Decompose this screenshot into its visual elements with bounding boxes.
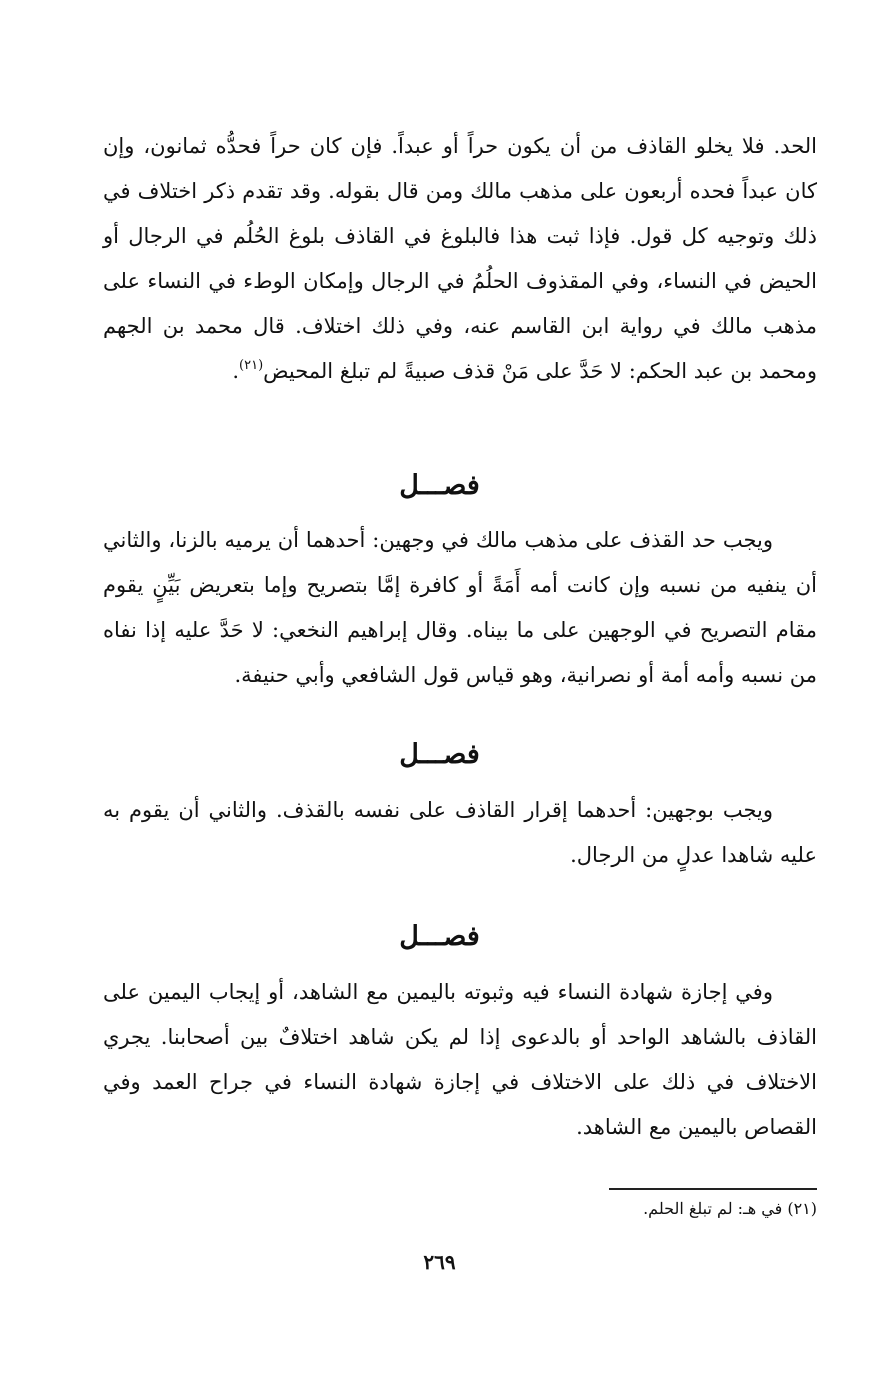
paragraph-continuation bbox=[103, 124, 817, 394]
section-heading-1: فصـــل bbox=[399, 470, 480, 501]
paragraph-text: الحد. فلا يخلو القاذف من أن يكون حراً أو عبداً. فإن كان حراً فحدُّه ثمانون، وإن كان عبداً فحده أربعون على مذهب مالك ومن قال بقوله. وقد تقدم ذكر اختلاف في ذلك وتوجيه كل قول. فإذا ثبت هذا فالبلوغ في القاذف بلوغ الحُلُم في الرجال أو الحيض في النساء، وفي المقذوف الحلُمُ في الرجال وإمكان الوطء في النساء على مذهب مالك في رواية ابن القاسم عنه، وفي ذلك اختلاف. قال محمد بن الجهم ومحمد بن عبد الحكم: لا حَدَّ على مَنْ قذف صبيةً لم تبلغ المحيض bbox=[103, 134, 817, 383]
paragraph-text: ويجب بوجهين: أحدهما إقرار القاذف على نفسه بالقذف. والثاني أن يقوم به عليه شاهدا عدلٍ من الرجال. bbox=[103, 798, 817, 867]
section-heading-2: فصـــل bbox=[399, 739, 480, 770]
paragraph-qadhf-conditions bbox=[103, 518, 817, 698]
paragraph-end: . bbox=[232, 359, 240, 383]
paragraph-text: ويجب حد القذف على مذهب مالك في وجهين: أحدهما أن يرميه بالزنا، والثاني أن ينفيه من نسبه وإن كانت أمه أَمَةً أو كافرة إمَّا بتصريح وإما بتعريض بَيِّنٍ يقوم مقام التصريح في الوجهين على ما بيناه. وقال إبراهيم النخعي: لا حَدَّ عليه إذا نفاه من نسبه وأمه أمة أو نصرانية، وهو قياس قول الشافعي وأبي حنيفة. bbox=[103, 528, 817, 687]
paragraph-testimony bbox=[103, 970, 817, 1150]
paragraph-proof bbox=[103, 788, 817, 878]
footnote-divider bbox=[609, 1188, 817, 1190]
footnote: (٢١) في هـ: لم تبلغ الحلم. bbox=[643, 1199, 817, 1218]
section-heading-3: فصـــل bbox=[399, 921, 480, 952]
footnote-reference[interactable]: (٢١) bbox=[239, 358, 264, 373]
page-number: ٢٦٩ bbox=[423, 1250, 456, 1274]
paragraph-text: وفي إجازة شهادة النساء فيه وثبوته باليمين مع الشاهد، أو إيجاب اليمين على القاذف بالشاهد الواحد أو بالدعوى إذا لم يكن شاهد اختلافٌ بين أصحابنا. يجري الاختلاف في ذلك على الاختلاف في إجازة شهادة النساء في جراح العمد وفي القصاص باليمين مع الشاهد. bbox=[103, 980, 817, 1139]
